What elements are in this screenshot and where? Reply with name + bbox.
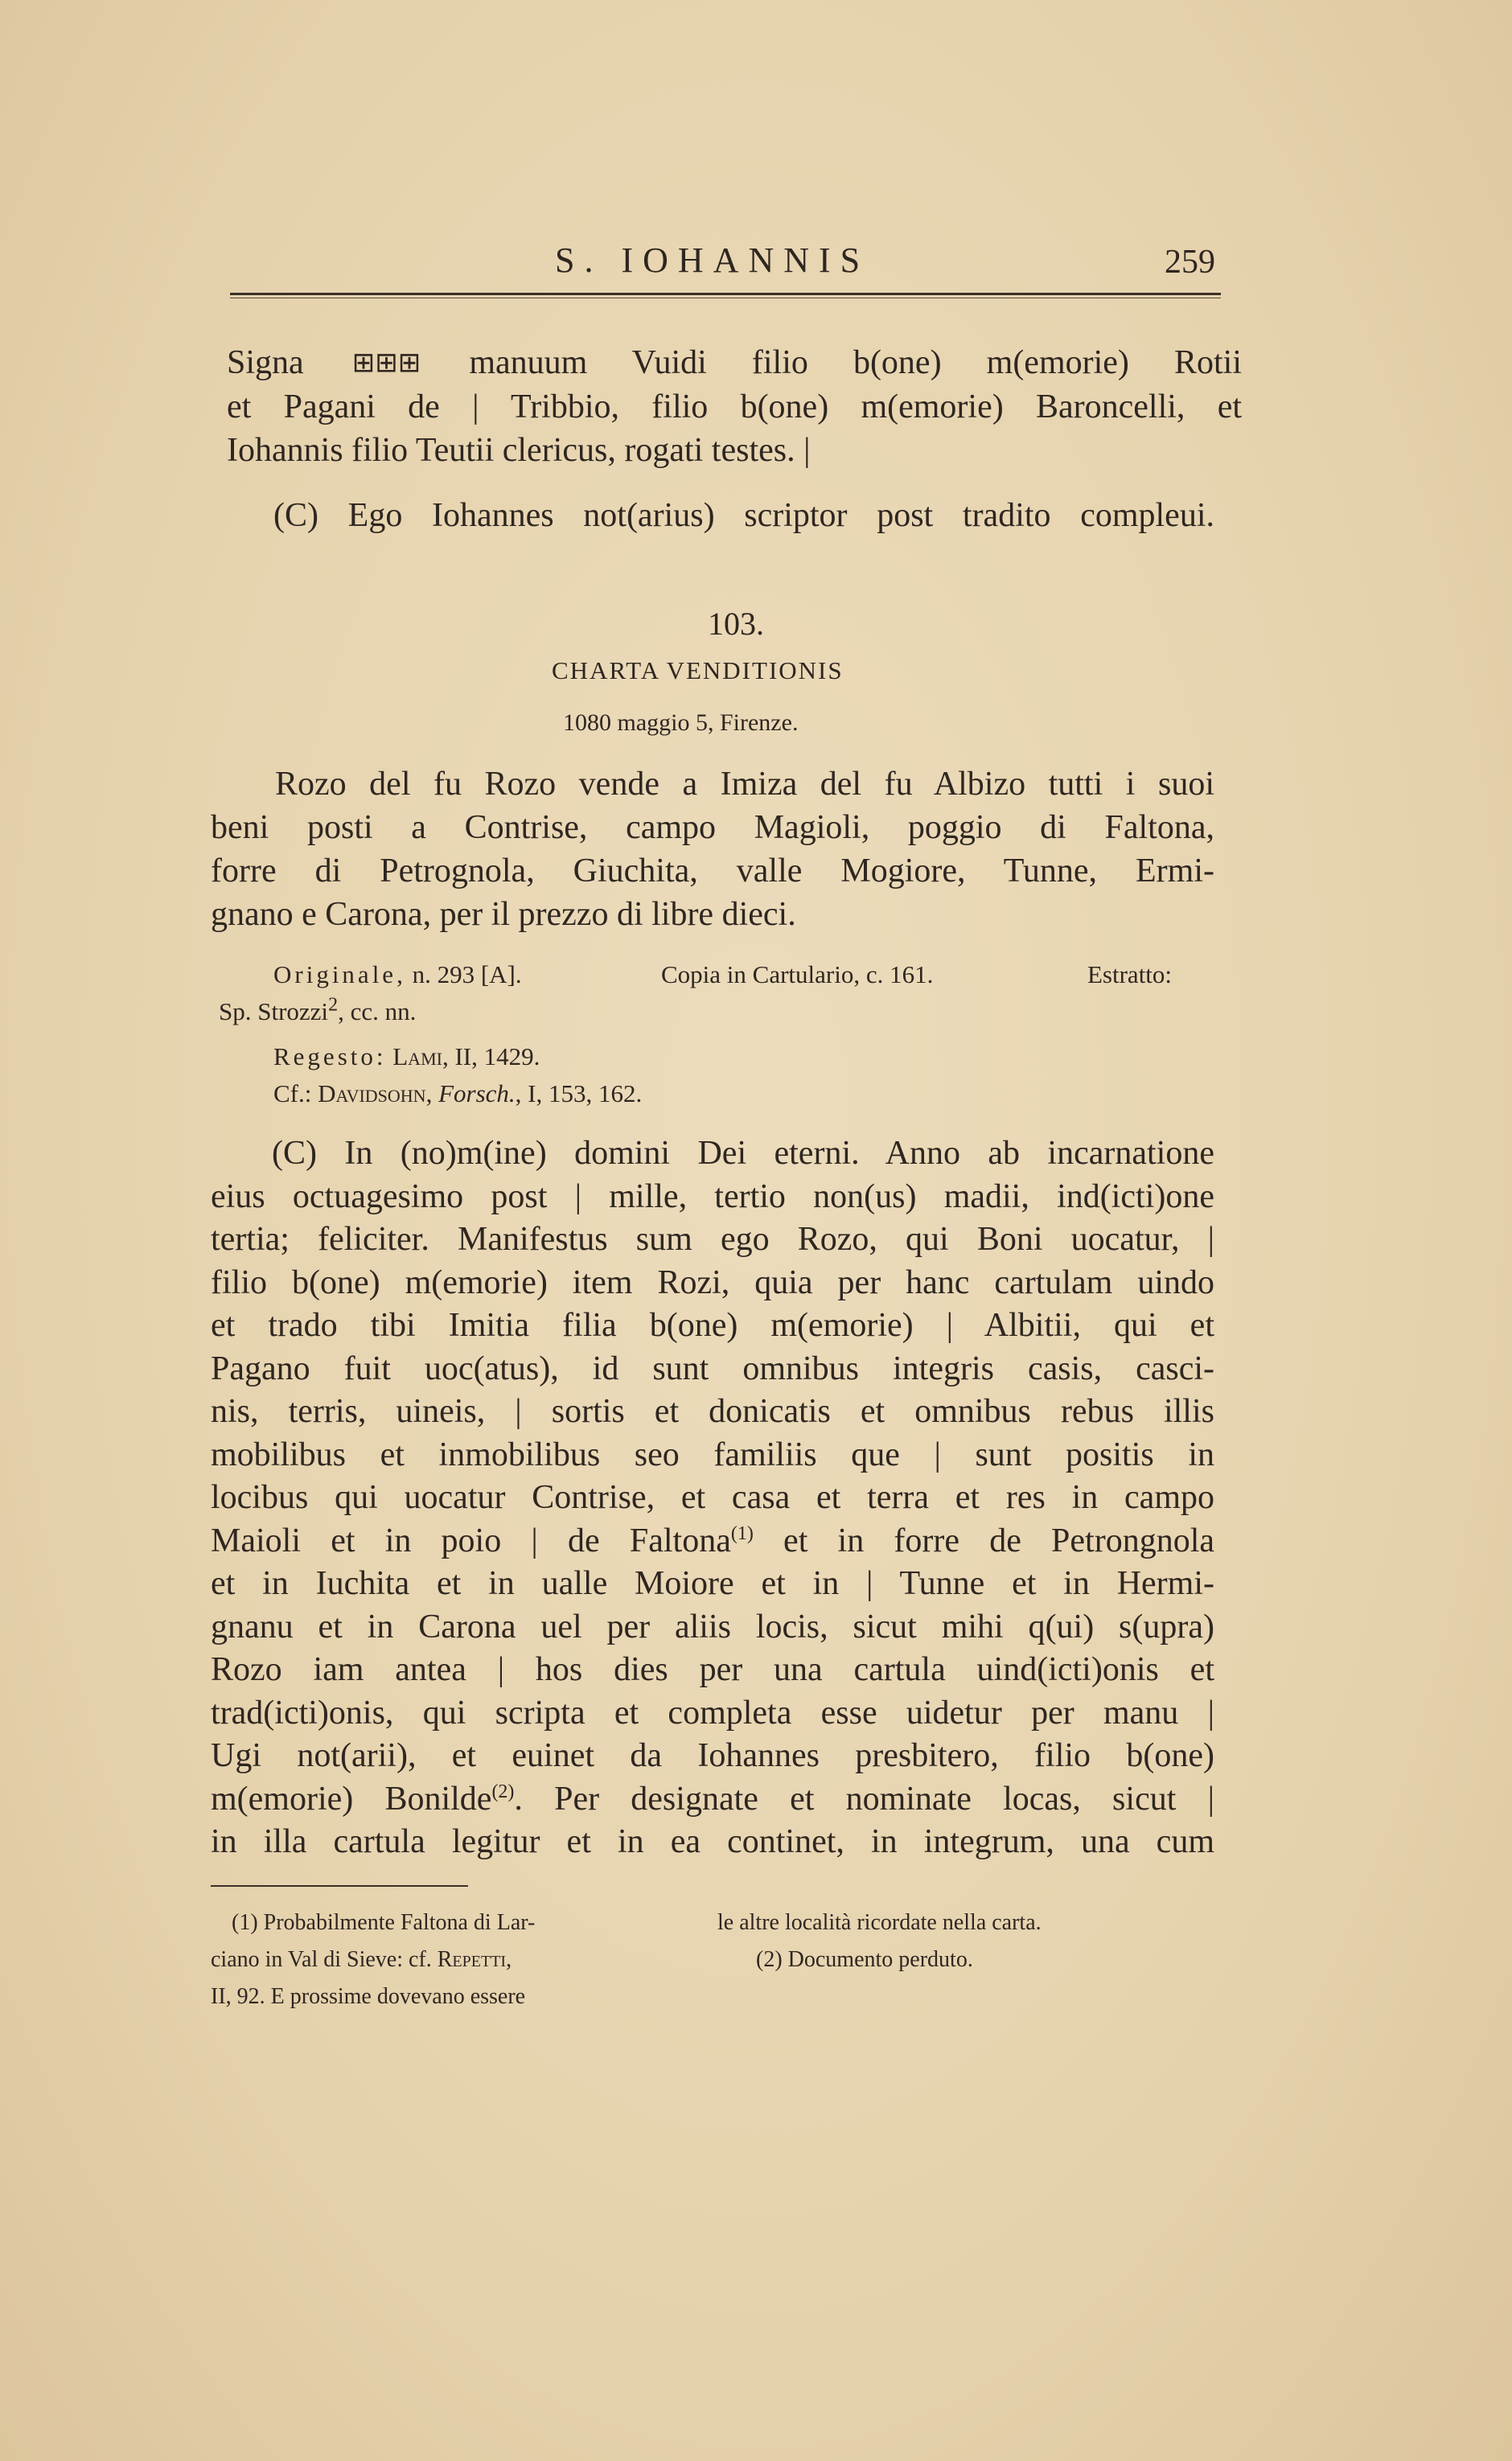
signum-icons: ⊞⊞⊞ <box>351 348 421 378</box>
charter-line: Pagano fuit uoc(atus), id sunt omnibus integris casis, casci- <box>211 1350 1214 1387</box>
regesto-line <box>273 1037 540 1076</box>
charter-line: Rozo iam antea | hos dies per una cartula uind(icti)onis et <box>211 1651 1214 1688</box>
document-summary <box>211 762 1214 936</box>
charter-line: eius octuagesimo post | mille, tertio non(us) madii, ind(icti)one <box>211 1177 1214 1215</box>
charter-line: gnanu et in Carona uel per aliis locis, sicut mihi q(ui) s(upra) <box>211 1608 1214 1645</box>
charter-line: Ugi not(arii), et euinet da Iohannes presbitero, filio b(one) <box>211 1737 1214 1774</box>
originale-label: Originale, <box>273 960 406 988</box>
text-fragment: ciano in Val di Sieve: cf. <box>211 1947 432 1972</box>
header-rule <box>230 293 1221 295</box>
footnote-ref-2[interactable]: (2) <box>491 1781 515 1802</box>
notary-subscription: (C) Ego Iohannes not(arius) scriptor post tradito compleui. <box>273 497 1214 534</box>
footnote-line: II, 92. E prossime dovevano essere <box>211 1984 526 2009</box>
regesto-label: Regesto: <box>273 1042 387 1070</box>
summary-line: beni posti a Contrise, campo Magioli, poggio di Faltona, <box>211 809 1214 846</box>
running-title: S. IOHANNIS <box>555 240 870 280</box>
charter-line: mobilibus et inmobilibus seo familiis que | sunt positis in <box>211 1436 1214 1473</box>
charter-line: trad(icti)onis, qui scripta et completa esse uidetur per manu | <box>211 1694 1214 1732</box>
text-line <box>227 341 1242 385</box>
charter-line: locibus qui uocatur Contrise, et casa et terra et res in campo <box>211 1479 1214 1516</box>
summary-line: forre di Petrognola, Giuchita, valle Mogiore, Tunne, Ermi- <box>211 853 1214 889</box>
charter-line <box>211 1778 1214 1822</box>
text-fragment: manuum Vuidi filio b(one) m(emorie) Rotii <box>469 344 1243 381</box>
charter-line: (C) In (no)m(ine) domini Dei eterni. Anno ab incarnatione <box>272 1135 1214 1172</box>
text-fragment: m(emorie) Bonilde <box>211 1780 492 1818</box>
regesto-value: Lami, II, 1429. <box>392 1042 540 1070</box>
cf-author: Davidsohn, <box>318 1079 433 1107</box>
summary-line: gnano e Carona, per il prezzo di libre dieci. <box>211 896 796 933</box>
originale-value: n. 293 [A]. <box>412 960 522 988</box>
document-date: 1080 maggio 5, Firenze. <box>563 709 799 736</box>
cf-rest: , I, 153, 162. <box>515 1079 643 1107</box>
text-line: et Pagani de | Tribbio, filio b(one) m(emorie) Baroncelli, et <box>227 388 1242 425</box>
footnote-2: (2) Documento perduto. <box>756 1947 973 1972</box>
strozzi-reference <box>219 992 416 1031</box>
summary-line: Rozo del fu Rozo vende a Imiza del fu Albizo tutti i suoi <box>275 766 1214 803</box>
signa-word: Signa <box>227 344 304 381</box>
footnote-line <box>211 1941 535 1978</box>
estratto-label: Estratto: <box>1087 960 1173 988</box>
text-fragment: et in forre de Petrongnola <box>783 1522 1215 1559</box>
strozzi-sup: 2 <box>328 994 339 1016</box>
document-title: CHARTA VENDITIONIS <box>552 656 844 684</box>
page-number: 259 <box>1165 244 1215 281</box>
charter-line: et trado tibi Imitia filia b(one) m(emorie) | Albitii, qui et <box>211 1307 1214 1344</box>
charter-line: et in Iuchita et in ualle Moiore et in | Tunne et in Hermi- <box>211 1565 1214 1602</box>
footnote-line: (1) Probabilmente Faltona di Lar- <box>232 1910 536 1935</box>
tradition-line-1 <box>273 955 522 994</box>
charter-line: filio b(one) m(emorie) item Rozi, quia per hanc cartulam uindo <box>211 1263 1214 1301</box>
cf-label: Cf.: <box>273 1079 312 1107</box>
repetti-ref: Repetti, <box>437 1947 512 1972</box>
text-line: Iohannis filio Teutii clericus, rogati testes. | <box>227 432 811 469</box>
text-fragment: . Per designate et nominate locas, sicut | <box>514 1780 1214 1818</box>
cf-work: Forsch. <box>438 1079 516 1107</box>
strozzi-rest: , cc. nn. <box>338 997 417 1025</box>
charter-line <box>211 1520 1214 1563</box>
document-number: 103. <box>708 606 764 642</box>
footnote-ref-1[interactable]: (1) <box>730 1522 754 1544</box>
strozzi-name: Sp. Strozzi <box>219 997 329 1025</box>
footnote-1 <box>211 1904 535 2015</box>
charter-line: nis, terris, uineis, | sortis et donicatis et omnibus rebus illis <box>211 1393 1214 1430</box>
charter-text <box>211 1132 1214 1864</box>
charter-line: tertia; feliciter. Manifestus sum ego Rozo, qui Boni uocatur, | <box>211 1221 1214 1258</box>
text-fragment: Maioli et in poio | de Faltona <box>211 1522 731 1559</box>
charter-line: in illa cartula legitur et in ea continet, in integrum, una cum <box>211 1823 1214 1860</box>
footnote-rule <box>211 1885 468 1887</box>
previous-doc-block <box>227 341 1242 472</box>
copia-text: Copia in Cartulario, c. 161. <box>661 960 934 988</box>
cf-line <box>273 1074 642 1113</box>
footnote-1-continued: le altre località ricordate nella carta. <box>717 1910 1042 1935</box>
